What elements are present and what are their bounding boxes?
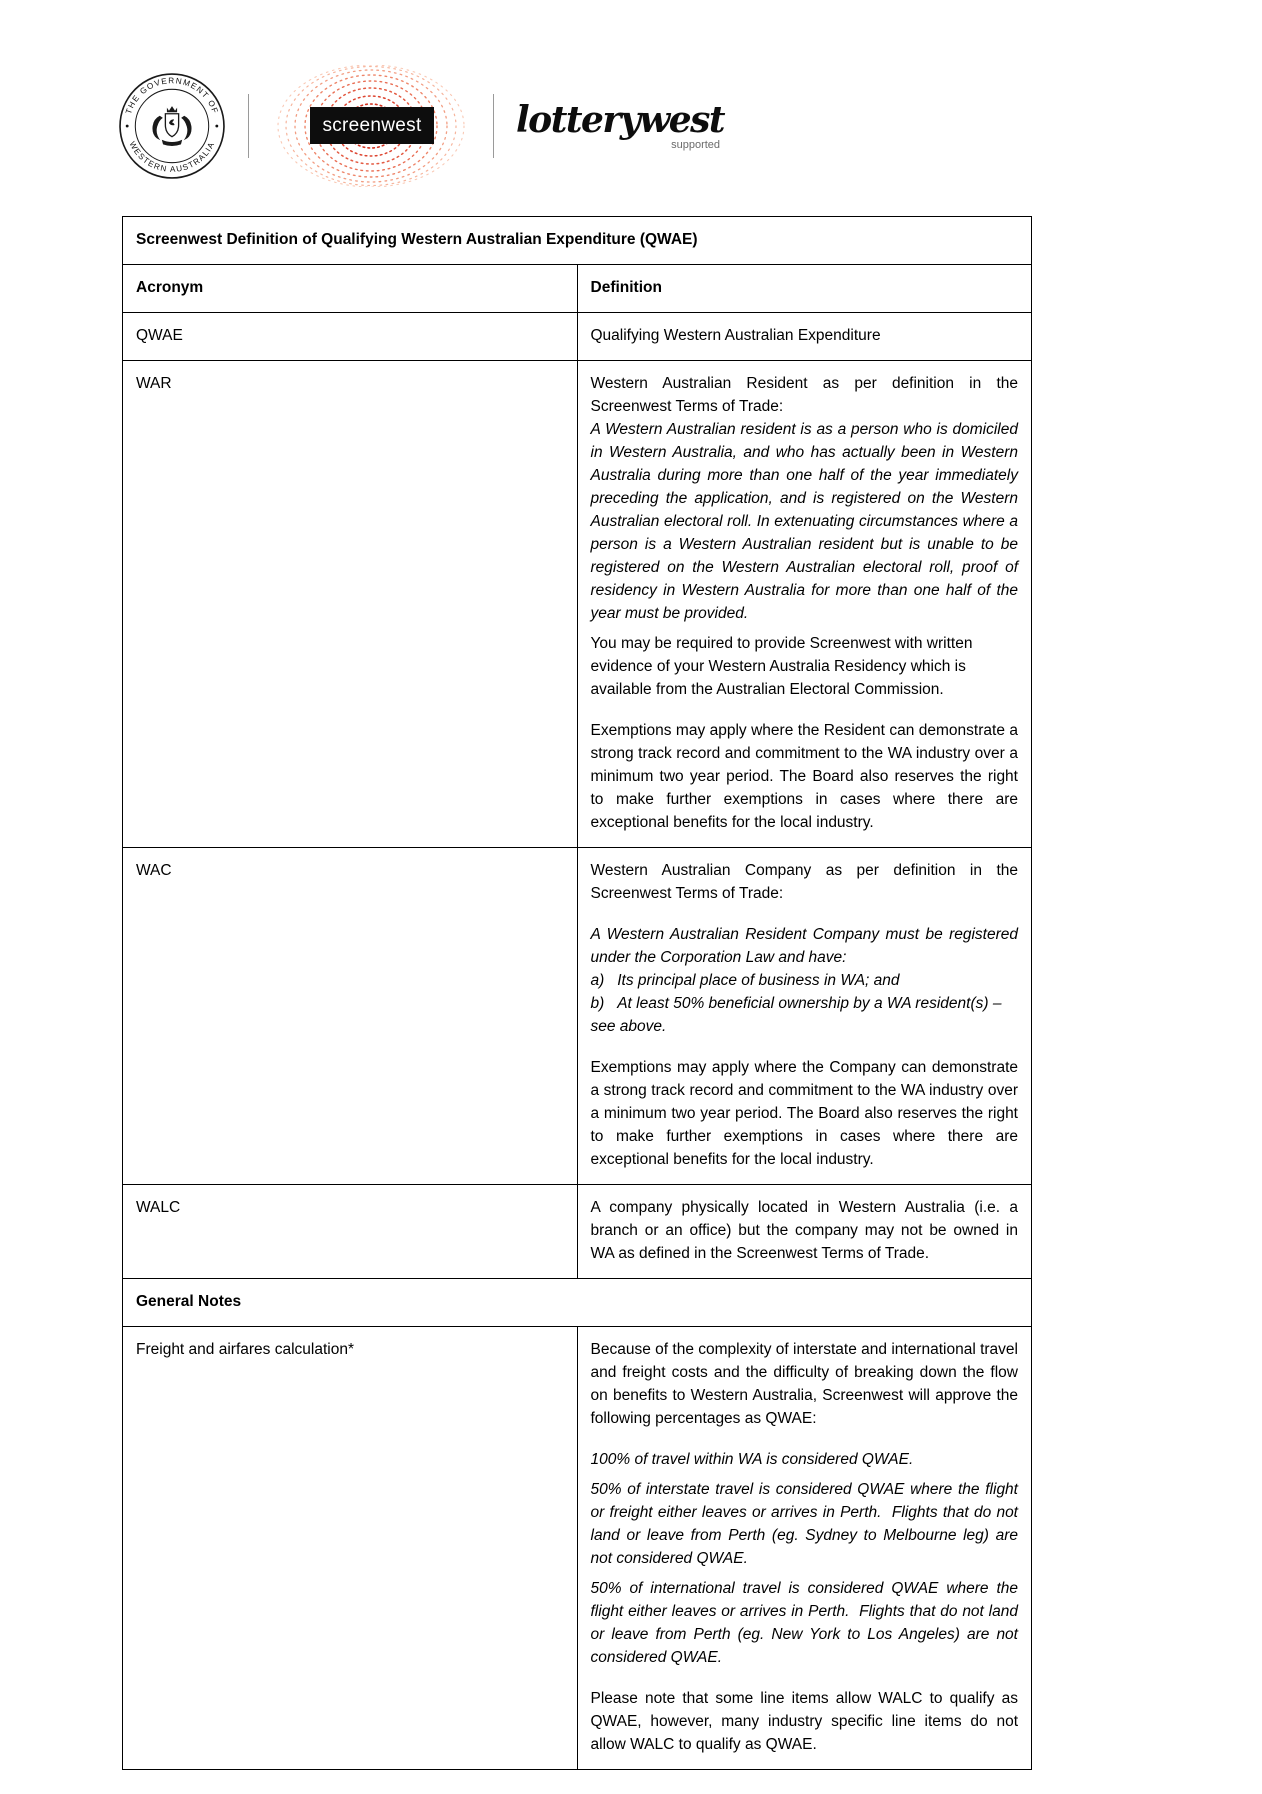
definition-paragraph: You may be required to provide Screenwest with written evidence of your Western Australia Residency which is available from the Australian Electoral Commission. bbox=[590, 635, 973, 698]
lotterywest-wordmark: lotterywest bbox=[516, 98, 725, 141]
table-title-row bbox=[123, 217, 1032, 265]
acronym-cell: WAR bbox=[123, 361, 578, 848]
definition-paragraph: 50% of international travel is considered QWAE where the flight either leaves or arrives in Perth. Flights that do not land or leave from Perth (eg. New York to Los Angeles) are not considered QWAE. bbox=[590, 1580, 1018, 1666]
table-row-walc bbox=[123, 1185, 1032, 1279]
definition-paragraph: a) Its principal place of business in WA; and bbox=[590, 972, 900, 989]
definition-paragraph: A company physically located in Western Australia (i.e. a branch or an office) but the company may not be owned in WA as defined in the Screenwest Terms of Trade. bbox=[590, 1199, 1018, 1262]
definition-cell bbox=[577, 1185, 1032, 1279]
acronym-cell: Freight and airfares calculation* bbox=[123, 1327, 578, 1770]
definition-paragraph: Because of the complexity of interstate and international travel and freight costs and the difficulty of breaking down the flow on benefits to Western Australia, Screenwest will approve the following percentages as QWAE: bbox=[590, 1341, 1018, 1427]
acronym-cell: QWAE bbox=[123, 313, 578, 361]
lotterywest-logo bbox=[516, 98, 725, 151]
definition-paragraph: Exemptions may apply where the Company can demonstrate a strong track record and commitment to the WA industry over a minimum two year period. The Board also reserves the right to make further exemptions in cases where there are exceptional benefits for the local industry. bbox=[590, 1059, 1018, 1168]
general-notes-row bbox=[123, 1279, 1032, 1327]
general-notes-heading: General Notes bbox=[123, 1279, 1032, 1327]
wa-government-crest-logo bbox=[118, 72, 226, 180]
lotterywest-supported-text: supported bbox=[671, 138, 721, 151]
definition-paragraph: A Western Australian Resident Company must be registered under the Corporation Law and have: bbox=[590, 926, 1018, 966]
table-row-wac bbox=[123, 848, 1032, 1185]
definition-paragraph: A Western Australian resident is as a person who is domiciled in Western Australia, and who has actually been in Western Australia during more than one half of the year immediately preceding the application, and is registered on the Western Australian electoral roll. In extenuating circumstances where a person is a Western Australian resident but is unable to be registered on the Western Australian electoral roll, proof of residency in Western Australia for more than one half of the year must be provided. bbox=[590, 421, 1018, 622]
table-row-freight bbox=[123, 1327, 1032, 1770]
definition-paragraph: 50% of interstate travel is considered QWAE where the flight or freight either leaves or arrives in Perth. Flights that do not land or leave from Perth (eg. Sydney to Melbourne leg) are not considered QWAE. bbox=[590, 1481, 1018, 1567]
definition-paragraph: Exemptions may apply where the Resident can demonstrate a strong track record and commitment to the WA industry over a minimum two year period. The Board also reserves the right to make further exemptions in cases where there are exceptional benefits for the local industry. bbox=[590, 722, 1018, 831]
acronym-cell: WAC bbox=[123, 848, 578, 1185]
screenwest-wordmark-box bbox=[310, 107, 434, 144]
screenwest-logo bbox=[271, 65, 471, 187]
definition-paragraph: 100% of travel within WA is considered QWAE. bbox=[590, 1451, 914, 1468]
screenwest-wordmark: screenwest bbox=[322, 114, 422, 136]
definition-paragraph: Qualifying Western Australian Expenditure bbox=[590, 327, 881, 344]
column-header-acronym: Acronym bbox=[123, 265, 578, 313]
column-header-definition: Definition bbox=[577, 265, 1032, 313]
logo-divider bbox=[493, 94, 494, 158]
qwae-definition-table bbox=[122, 216, 1032, 1770]
crest-bottom-text: WESTERN AUSTRALIA bbox=[127, 140, 217, 174]
definition-cell bbox=[577, 1327, 1032, 1770]
definition-paragraph: Western Australian Resident as per definition in the Screenwest Terms of Trade: bbox=[590, 375, 1018, 415]
crest-coat-of-arms bbox=[152, 106, 191, 146]
table-row-war bbox=[123, 361, 1032, 848]
crest-top-text: THE GOVERNMENT OF bbox=[124, 76, 220, 116]
definition-paragraph: Western Australian Company as per definition in the Screenwest Terms of Trade: bbox=[590, 862, 1018, 902]
table-header-row bbox=[123, 265, 1032, 313]
definition-paragraph: Please note that some line items allow WALC to qualify as QWAE, however, many industry specific line items do not allow WALC to qualify as QWAE. bbox=[590, 1690, 1018, 1753]
definition-cell bbox=[577, 313, 1032, 361]
definition-cell bbox=[577, 361, 1032, 848]
acronym-cell: WALC bbox=[123, 1185, 578, 1279]
definition-paragraph: b) At least 50% beneficial ownership by a WA resident(s) – see above. bbox=[590, 995, 1002, 1035]
logo-header bbox=[118, 62, 1262, 190]
definition-cell bbox=[577, 848, 1032, 1185]
logo-divider bbox=[248, 94, 249, 158]
table-title: Screenwest Definition of Qualifying Western Australian Expenditure (QWAE) bbox=[123, 217, 1032, 265]
table-row-qwae bbox=[123, 313, 1032, 361]
